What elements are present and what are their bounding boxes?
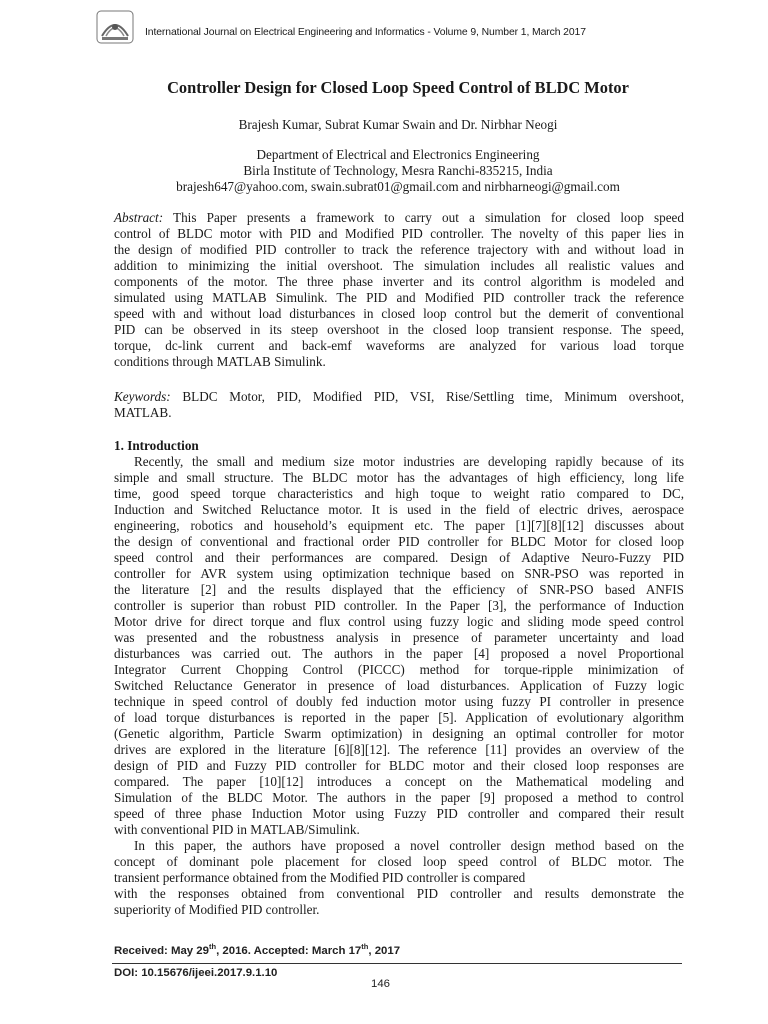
abstract-line: control of BLDC motor with PID and Modified PID controller. The novelty of this paper lies in bbox=[114, 226, 684, 241]
keywords-label: Keywords: bbox=[114, 389, 171, 404]
abstract-first-line bbox=[114, 210, 684, 226]
paper-title: Controller Design for Closed Loop Speed Control of BLDC Motor bbox=[167, 78, 629, 97]
paragraph-line: design of PID and Fuzzy PID controller for BLDC motor and their closed loop responses are bbox=[114, 758, 684, 773]
introduction-body bbox=[114, 454, 684, 918]
paragraph-line: Motor drive for direct torque and flux control using fuzzy logic and sliding mode speed control bbox=[114, 614, 684, 629]
keywords-text: BLDC Motor, PID, Modified PID, VSI, Rise/Settling time, Minimum overshoot, bbox=[170, 389, 684, 404]
paragraph-line: concept of dominant pole placement for closed loop speed control of BLDC motor. The bbox=[114, 854, 684, 869]
paragraph-line: technique in speed control of doubly fed induction motor using fuzzy PI controller in presence bbox=[114, 694, 684, 709]
paragraph-line: Recently, the small and medium size motor industries are developing rapidly because of its bbox=[134, 454, 684, 469]
abstract-line: speed with and without load disturbances in closed loop control but the demerit of conventional bbox=[114, 306, 684, 321]
page-number: 146 bbox=[371, 978, 391, 990]
paragraph-line: Induction and Switched Reluctance motor. It is used in the field of electric drives, aerospace bbox=[114, 502, 684, 517]
abstract-text: This Paper presents a framework to carry out a simulation for closed loop speed bbox=[163, 210, 684, 225]
paragraph-line: transient performance obtained from the Modified PID controller is compared bbox=[114, 870, 526, 885]
abstract-line: components of the motor. The three phase inverter and its control algorithm is modeled and bbox=[114, 274, 684, 289]
paper-authors: Brajesh Kumar, Subrat Kumar Swain and Dr. Nirbhar Neogi bbox=[238, 117, 558, 132]
paragraph-line: superiority of Modified PID controller. bbox=[114, 902, 320, 917]
department-line: Department of Electrical and Electronics Engineering bbox=[256, 147, 540, 162]
journal-logo-icon bbox=[96, 10, 134, 44]
paragraph-line: controller for AVR system using optimization technique based on SNR-PSO was reported in bbox=[114, 566, 684, 581]
abstract-line: the design of modified PID controller to track the reference trajectory with and without load in bbox=[114, 242, 684, 257]
keywords-first-line bbox=[114, 389, 684, 405]
section-heading: 1. Introduction bbox=[114, 438, 199, 453]
paragraph-line: Switched Reluctance Generator in presence of load disturbances. Application of Fuzzy logic bbox=[114, 678, 684, 693]
paragraph-line: time, good speed torque characteristics and high toque to weight ratio compared to DC, bbox=[114, 486, 684, 501]
paragraph-line: speed control and their performances are compared. Design of Adaptive Neuro-Fuzzy PID bbox=[114, 550, 684, 565]
paragraph-line: with the responses obtained from conventional PID controller and results demonstrate the bbox=[114, 886, 684, 901]
paragraph-line: with conventional PID in MATLAB/Simulink. bbox=[114, 822, 360, 837]
abstract-line: addition to minimizing the initial overshoot. The simulation includes all realistic values and bbox=[114, 258, 684, 273]
abstract-line: PID can be observed in its steep overshoot in the closed loop transient response. The speed, bbox=[114, 322, 684, 337]
abstract-line: torque, dc-link current and back-emf waveforms are analyzed for various load torque bbox=[114, 338, 684, 353]
paragraph-line: simple and small structure. The BLDC motor has the advantages of high efficiency, long life bbox=[114, 470, 684, 485]
institute-line: Birla Institute of Technology, Mesra Ranchi-835215, India bbox=[243, 163, 553, 178]
paragraph-line: compared. The paper [10][12] introduces a concept on the Mathematical modeling and bbox=[114, 774, 684, 789]
paragraph-line: Integrator Current Chopping Control (PICCC) method for torque-ripple minimization of bbox=[114, 662, 684, 677]
paragraph-line: the literature [2] and the results displayed that the efficiency of SNR-PSO based ANFIS bbox=[114, 582, 684, 597]
affiliation-block bbox=[0, 147, 768, 195]
keywords-line: MATLAB. bbox=[114, 405, 172, 420]
received-accepted-dates bbox=[114, 942, 400, 957]
paragraph-line: drives are explored in the literature [6][8][12]. The reference [11] provides an overview of the bbox=[114, 742, 684, 757]
doi-link[interactable]: DOI: 10.15676/ijeei.2017.9.1.10 bbox=[114, 967, 278, 979]
paragraph-line: In this paper, the authors have proposed a novel controller design method based on the bbox=[134, 838, 684, 853]
paragraph-line: the design of conventional and fractional order PID controller for BLDC Motor for closed loop bbox=[114, 534, 684, 549]
paragraph-line: Simulation of the BLDC Motor. The authors in the paper [9] proposed a method to control bbox=[114, 790, 684, 805]
email-line: brajesh647@yahoo.com, swain.subrat01@gmail.com and nirbharneogi@gmail.com bbox=[176, 179, 620, 194]
journal-header: International Journal on Electrical Engineering and Informatics - Volume 9, Number 1, March 2017 bbox=[145, 27, 586, 38]
received-ordinal: th bbox=[208, 942, 217, 951]
accepted-ordinal: th bbox=[361, 942, 369, 951]
keywords-section bbox=[114, 389, 684, 421]
paragraph-line: speed of three phase Induction Motor using Fuzzy PID controller and compared their result bbox=[114, 806, 684, 821]
paragraph-line: disturbances was carried out. The authors in the paper [4] proposed a novel Proportional bbox=[114, 646, 684, 661]
accepted-text: , 2016. Accepted: March 17 bbox=[216, 944, 362, 957]
paragraph-line: (Genetic algorithm, Particle Swarm optimization) in designing an optimal controller for motor bbox=[114, 726, 684, 741]
accepted-year: , 2017 bbox=[368, 944, 401, 957]
footer-divider bbox=[112, 963, 682, 964]
paragraph-line: of load torque disturbances is reported in the paper [5]. Application of evolutionary algorithm bbox=[114, 710, 684, 725]
abstract-line: conditions through MATLAB Simulink. bbox=[114, 354, 326, 369]
abstract-line: simulated using MATLAB Simulink. The PID and Modified PID controller track the reference bbox=[114, 290, 684, 305]
paragraph-line: was presented and the robustness analysis in presence of parameter uncertainty and load bbox=[114, 630, 684, 645]
paragraph-line: controller is superior than robust PID controller. In the Paper [3], the performance of Induction bbox=[114, 598, 684, 613]
abstract-section bbox=[114, 210, 684, 370]
paragraph-line: engineering, robotics and household’s equipment etc. The paper [1][7][8][12] discusses about bbox=[114, 518, 684, 533]
received-text: Received: May 29 bbox=[114, 944, 209, 957]
abstract-label: Abstract: bbox=[114, 210, 164, 225]
